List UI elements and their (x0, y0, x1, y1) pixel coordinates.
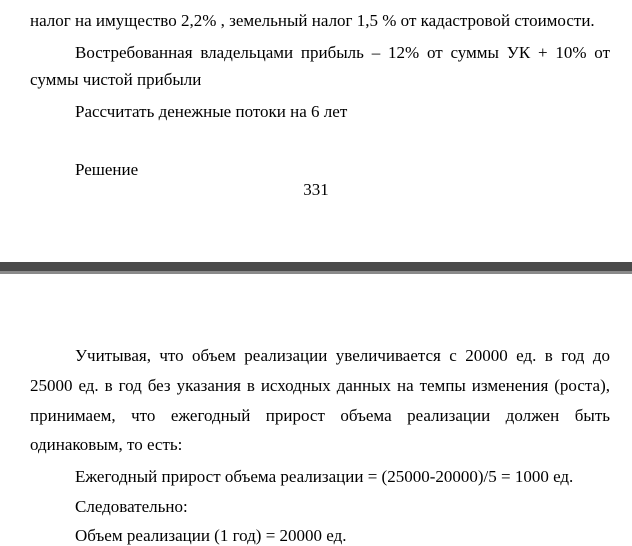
page-separator (0, 262, 632, 274)
text-line: суммы чистой прибыли (30, 70, 202, 89)
text-line: принимаем, что ежегодный прирост объема реализации должен быть (30, 406, 610, 425)
text-line: Рассчитать денежные потоки на 6 лет (75, 102, 348, 121)
formula-line: Объем реализации (1 год) = 20000 ед. (75, 526, 347, 545)
page-number: 331 (303, 180, 329, 199)
text-line: 25000 ед. в год без указания в исходных данных на темпы изменения (роста), (30, 376, 610, 395)
text-line: Востребованная владельцами прибыль – 12% от суммы УК + 10% от (75, 43, 610, 62)
section-heading: Решение (75, 160, 139, 179)
formula-line: Ежегодный прирост объема реализации = (25000-20000)/5 = 1000 ед. (75, 467, 574, 486)
text-line: Следовательно: (75, 497, 188, 516)
document-page-current (0, 274, 632, 546)
text-line: налог на имущество 2,2% , земельный налог 1,5 % от кадастровой стоимости. (30, 11, 595, 30)
text-line: одинаковым, то есть: (30, 435, 183, 454)
text-line: Учитывая, что объем реализации увеличивается с 20000 ед. в год до (75, 346, 610, 365)
document-page-previous (0, 0, 632, 262)
